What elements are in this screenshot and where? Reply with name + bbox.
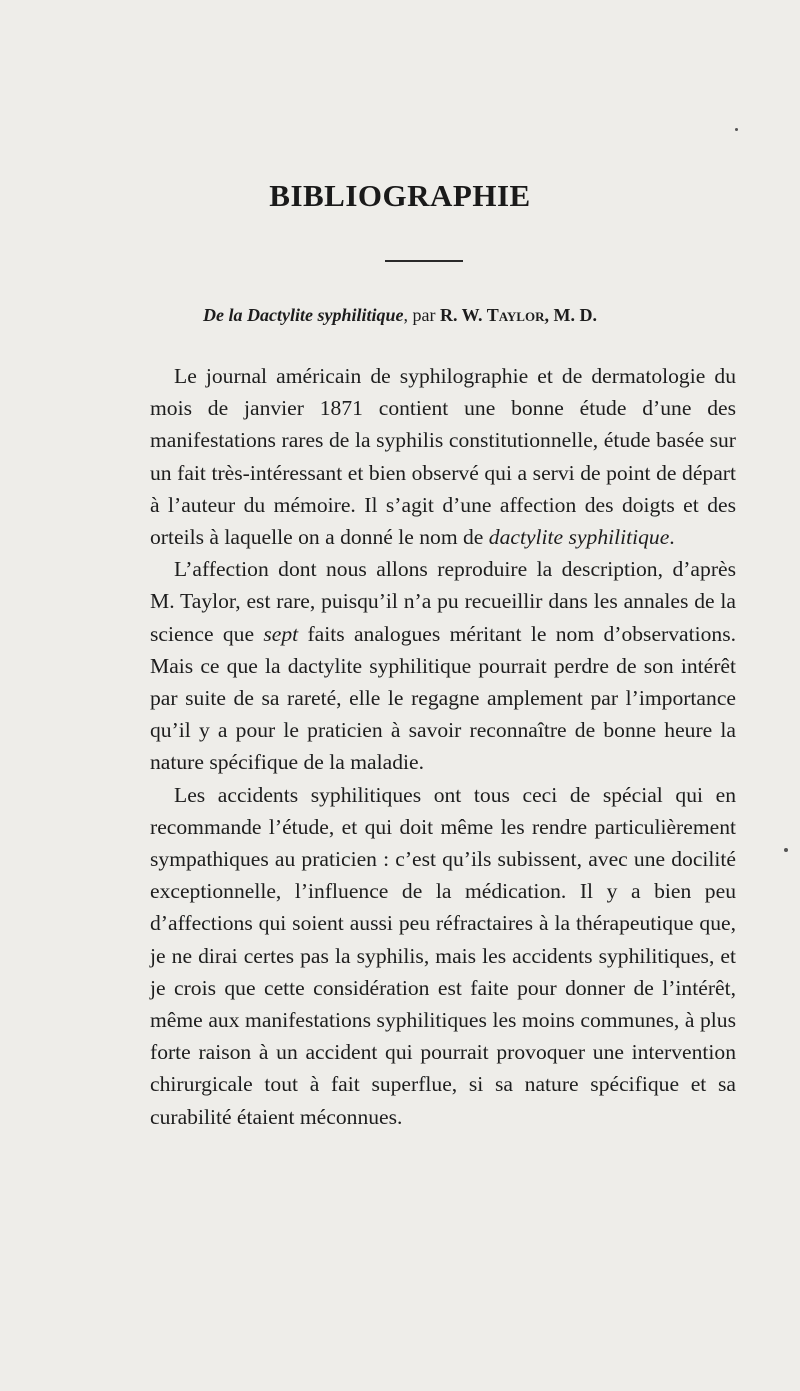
text-run: Le journal américain de syphilographie et de dermatologie du mois de janvier 1871 contient une bonne étude d’une des manifestations rares de la syphilis constitutionnelle, étude basée sur un fait très-intéressant et bien observé qui a servi de point de départ à l’auteur du mémoire. Il s’agit d’une affection des doigts et des orteils à laquelle on a donné le nom de — [150, 364, 736, 550]
title-divider — [385, 260, 463, 262]
ink-speck — [735, 128, 738, 131]
article-heading — [0, 305, 800, 326]
article-subject: De la Dactylite syphilitique — [203, 305, 404, 325]
paragraph — [150, 360, 736, 553]
text-run: L’affection dont nous allons reproduire la description, d’après M. Taylor, est rare, puisqu’il n’a pu recueillir dans les annales de la science que — [150, 557, 736, 646]
text-run: . — [669, 525, 675, 550]
article-author-suffix: , M. D. — [544, 305, 597, 325]
text-run: faits analogues méritant le nom d’observations. Mais ce que la dactylite syphilitique pourrait perdre de son intérêt par suite de sa rareté, elle le regagne amplement par l’importance qu’il y a pour le praticien à savoir reconnaître de bonne heure la nature spécifique de la maladie. — [150, 621, 736, 775]
paragraph — [150, 553, 736, 778]
text-run: Les accidents syphilitiques ont tous ceci de spécial qui en recommande l’étude, et qui doit même les rendre particulièrement sympathiques au praticien : c’est qu’ils subissent, avec une docilité exceptionnelle, l’influence de la médication. Il y a bien peu d’affections qui soient aussi peu réfractaires à la thérapeutique que, je ne dirai certes pas la syphilis, mais les accidents syphilitiques, et je crois que cette considération est faite pour donner de l’intérêt, même aux manifestations syphilitiques les moins communes, à plus forte raison à un accident qui pourrait provoquer une intervention chirurgicale tout à fait superflue, si sa nature spécifique et sa curabilité étaient méconnues. — [150, 782, 736, 1129]
text-run-italic: dactylite syphilitique — [488, 525, 670, 550]
article-body — [150, 360, 736, 1133]
page-title: BIBLIOGRAPHIE — [269, 178, 531, 213]
article-author: R. W. Taylor — [440, 305, 545, 325]
paragraph — [150, 779, 736, 1133]
article-connector: , par — [403, 305, 440, 325]
text-run-italic: sept — [263, 621, 299, 646]
ink-speck — [784, 848, 788, 852]
